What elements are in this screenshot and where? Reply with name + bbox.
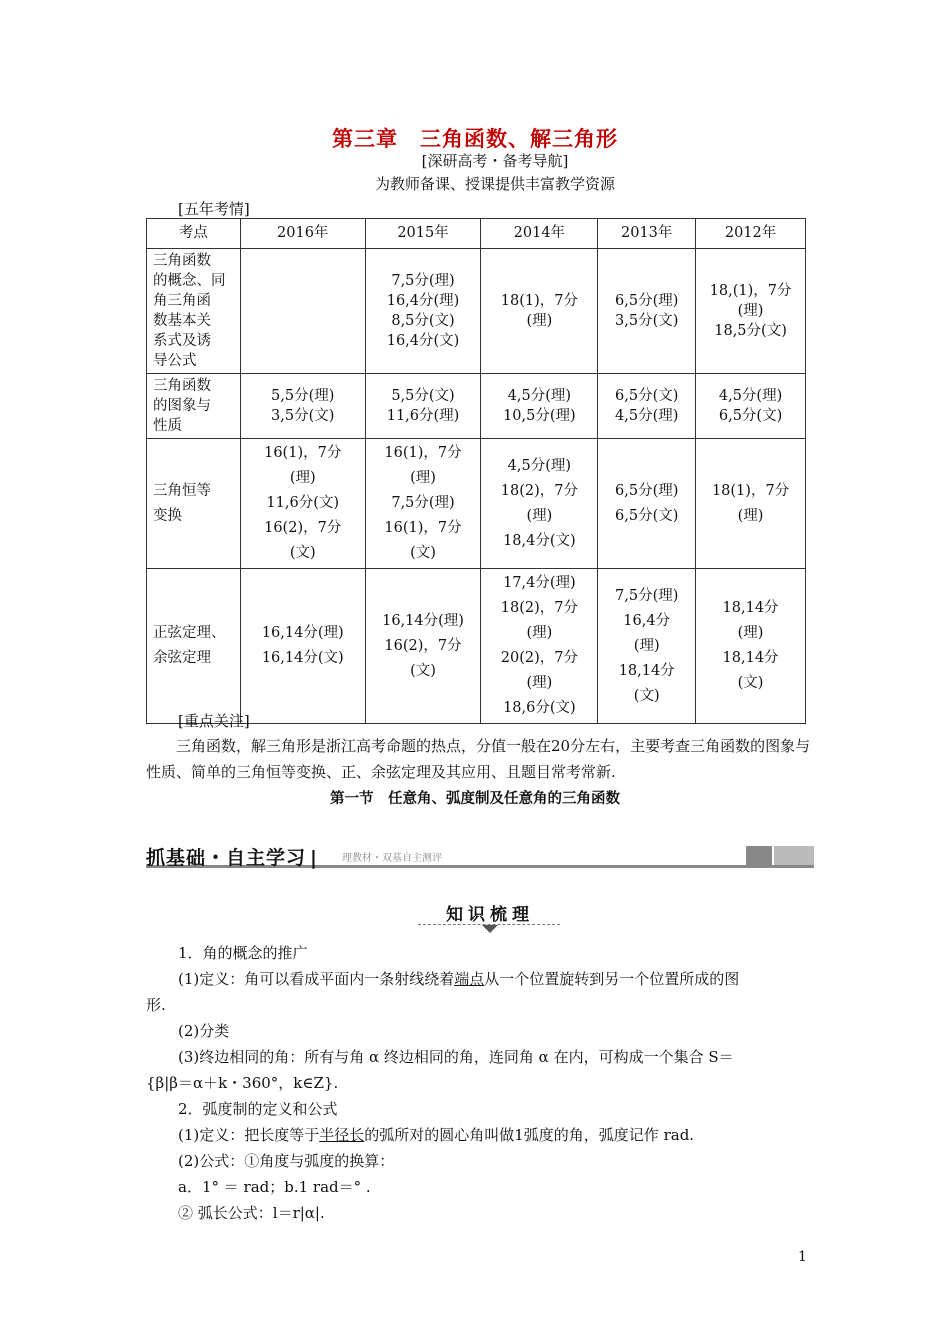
table-cell <box>240 569 365 724</box>
table-cell <box>481 249 598 374</box>
text-run: 的弧所对的圆心角叫做1弧度的角，弧度记作 rad. <box>364 1126 695 1144</box>
cell-line: (理) <box>526 313 553 329</box>
table-cell <box>696 569 806 724</box>
topic-line: 变换 <box>153 507 182 524</box>
topic-line: 三角函数 <box>153 378 211 394</box>
cell-line: 18(1)，7分 <box>500 293 578 309</box>
definition-continued: 形. <box>146 996 166 1014</box>
topic-line: 正弦定理、 <box>153 625 226 641</box>
cell-line: 5,5分(文) <box>391 388 455 404</box>
cell-line: (文) <box>410 662 436 679</box>
topic-line: 余弦定理 <box>153 650 211 666</box>
page-number: 1 <box>798 1249 807 1265</box>
table-cell <box>240 439 365 569</box>
cell-line: 18,4分(文) <box>503 532 576 549</box>
cell-line: 16,14分(理) <box>382 612 464 629</box>
cell-line: (理) <box>737 303 764 319</box>
topic-line: 系式及诱 <box>153 333 211 349</box>
cell-line: 18,5分(文) <box>714 323 787 339</box>
row-topic <box>147 374 241 439</box>
chapter-title: 第三章 三角函数、解三角形 <box>332 127 618 151</box>
cell-line: 6,5分(文) <box>615 507 679 524</box>
conversion-line: a．1° ＝ rad；b.1 rad＝° . <box>178 1178 371 1196</box>
cell-line: 16,4分 <box>623 612 671 629</box>
row-topic <box>147 249 241 374</box>
section-title: 第一节 任意角、弧度制及任意角的三角函数 <box>330 791 620 807</box>
cell-line: 4,5分(理) <box>718 388 783 404</box>
cell-line: 18,14分 <box>618 662 675 679</box>
table-cell <box>696 374 806 439</box>
cell-line: (理) <box>410 470 436 486</box>
cell-line: 16(2)，7分 <box>264 520 342 536</box>
cell-line: (文) <box>633 687 660 704</box>
table-cell <box>240 249 365 374</box>
row-topic <box>147 569 241 724</box>
resource-subtitle: 为教师备课、授课提供丰富教学资源 <box>374 175 615 193</box>
guide-subtitle: [深研高考・备考导航] <box>421 152 569 170</box>
table-cell <box>598 374 696 439</box>
cell-line: 4,5分(理) <box>615 408 679 424</box>
header-topic: 考点 <box>147 219 241 249</box>
down-triangle-icon <box>482 925 498 933</box>
exam-table <box>146 218 806 724</box>
topic-line: 三角函数 <box>153 253 211 269</box>
text-run: 从一个位置旋转到另一个位置所成的图 <box>484 970 740 988</box>
banner-subtitle: 理教材・双基自主测评 <box>342 853 442 864</box>
cell-line: 20(2)，7分 <box>500 650 578 666</box>
cell-line: 18(2)，7分 <box>500 482 578 499</box>
cell-line: (理) <box>526 675 553 691</box>
table-cell <box>696 249 806 374</box>
table-cell <box>365 439 481 569</box>
cell-line: 16(1)，7分 <box>264 445 342 461</box>
header-2016: 2016年 <box>240 219 365 249</box>
cell-line: 16,4分(理) <box>386 293 460 309</box>
cell-line: 18(2)，7分 <box>500 600 578 616</box>
header-2015: 2015年 <box>365 219 481 249</box>
cell-line: (理) <box>526 507 553 524</box>
topic-line: 角三角函 <box>153 293 211 309</box>
cell-line: 3,5分(文) <box>271 408 335 424</box>
text-run: (1)定义：角可以看成平面内一条射线绕着 <box>178 970 455 988</box>
heading-1: 1．角的概念的推广 <box>178 944 308 962</box>
cell-line: 16(2)，7分 <box>384 637 462 654</box>
cell-line: 6,5分(文) <box>718 408 783 424</box>
table-header-row <box>147 219 806 249</box>
cell-line: 4,5分(理) <box>507 457 572 474</box>
header-2013: 2013年 <box>598 219 696 249</box>
cell-line: 16,14分(文) <box>261 650 344 666</box>
definition-paragraph <box>178 966 818 992</box>
cell-line: (理) <box>633 637 660 654</box>
cell-line: 10,5分(理) <box>503 408 576 424</box>
cell-line: 18,14分 <box>722 600 779 616</box>
cell-line: (理) <box>737 507 764 524</box>
header-2012: 2012年 <box>696 219 806 249</box>
cell-line: (理) <box>526 625 553 641</box>
table-cell <box>481 439 598 569</box>
cell-line: 8,5分(文) <box>391 313 455 329</box>
cell-line: 11,6分(文) <box>266 495 340 511</box>
topic-line: 导公式 <box>153 353 197 369</box>
radian-definition <box>178 1122 818 1148</box>
cell-line: (理) <box>289 470 316 486</box>
topic-line: 的概念、同 <box>153 273 226 289</box>
heading-2: 2．弧度制的定义和公式 <box>178 1100 338 1118</box>
classification-line: (2)分类 <box>178 1022 230 1040</box>
banner-title-text: 抓基础・自主学习 <box>146 847 307 869</box>
five-year-label: [五年考情] <box>178 200 250 218</box>
table-cell <box>696 439 806 569</box>
header-2014: 2014年 <box>481 219 598 249</box>
cell-line: 16,4分(文) <box>386 333 460 349</box>
table-row <box>147 374 806 439</box>
table-row <box>147 249 806 374</box>
topic-line: 的图象与 <box>153 398 211 414</box>
formula-line: (2)公式：①角度与弧度的换算： <box>178 1152 395 1170</box>
topic-line: 性质 <box>153 418 182 434</box>
focus-paragraph: 三角函数，解三角形是浙江高考命题的热点，分值一般在20分左右，主要考查三角函数的图象与性质、简单的三角恒等变换、正、余弦定理及其应用、且题目常考常新. <box>146 737 811 781</box>
cell-line: 6,5分(理) <box>615 482 679 499</box>
table-cell <box>365 569 481 724</box>
banner-divider: | <box>310 847 318 869</box>
cell-line: 7,5分(理) <box>391 273 455 289</box>
cell-line: 16,14分(理) <box>261 625 344 641</box>
topic-line: 数基本关 <box>153 313 211 329</box>
text-run: (1)定义：把长度等于 <box>178 1126 320 1144</box>
cell-line: 7,5分(理) <box>615 587 679 604</box>
cell-line: 6,5分(理) <box>615 293 679 309</box>
coterminal-paragraph: (3)终边相同的角：所有与角 α 终边相同的角，连同角 α 在内，可构成一个集合 S＝ <box>178 1048 734 1066</box>
cell-line: 16(1)，7分 <box>384 520 462 536</box>
row-topic <box>147 439 241 569</box>
cell-line: (文) <box>737 675 764 691</box>
cell-line: 16(1)，7分 <box>384 445 462 461</box>
cell-line: 5,5分(理) <box>271 388 335 404</box>
table-row <box>147 439 806 569</box>
cell-line: 18,(1)，7分 <box>709 283 792 299</box>
table-cell <box>481 374 598 439</box>
set-expression: {β|β＝α＋k・360°，k∈Z}. <box>146 1074 339 1092</box>
cell-line: 18,6分(文) <box>503 700 576 716</box>
cell-line: (文) <box>410 545 436 561</box>
cell-line: (文) <box>289 545 316 561</box>
banner-block <box>746 846 772 865</box>
table-row <box>147 569 806 724</box>
cell-line: 18(1)，7分 <box>711 482 790 499</box>
knowledge-title: 知识梳理 <box>446 905 534 925</box>
table-cell <box>365 374 481 439</box>
cell-line: 3,5分(文) <box>615 313 679 329</box>
banner-block <box>774 846 814 865</box>
topic-line: 三角恒等 <box>153 482 211 499</box>
table-cell <box>598 249 696 374</box>
arc-length-line: ② 弧长公式：l＝r|α|. <box>178 1204 325 1222</box>
cell-line: 18,14分 <box>722 650 779 666</box>
cell-line: 6,5分(文) <box>615 388 679 404</box>
cell-line: 7,5分(理) <box>391 495 455 511</box>
banner-title <box>146 843 318 870</box>
table-cell <box>598 439 696 569</box>
cell-line: 11,6分(理) <box>386 408 460 424</box>
focus-label: [重点关注] <box>178 712 250 730</box>
cell-line: (理) <box>737 625 764 641</box>
table-cell <box>365 249 481 374</box>
table-cell <box>240 374 365 439</box>
underlined-term: 半径长 <box>319 1126 365 1144</box>
cell-line: 17,4分(理) <box>503 575 576 591</box>
cell-line: 4,5分(理) <box>507 388 572 404</box>
table-cell <box>598 569 696 724</box>
section-banner <box>146 843 814 867</box>
underlined-term: 端点 <box>454 970 485 988</box>
table-cell <box>481 569 598 724</box>
